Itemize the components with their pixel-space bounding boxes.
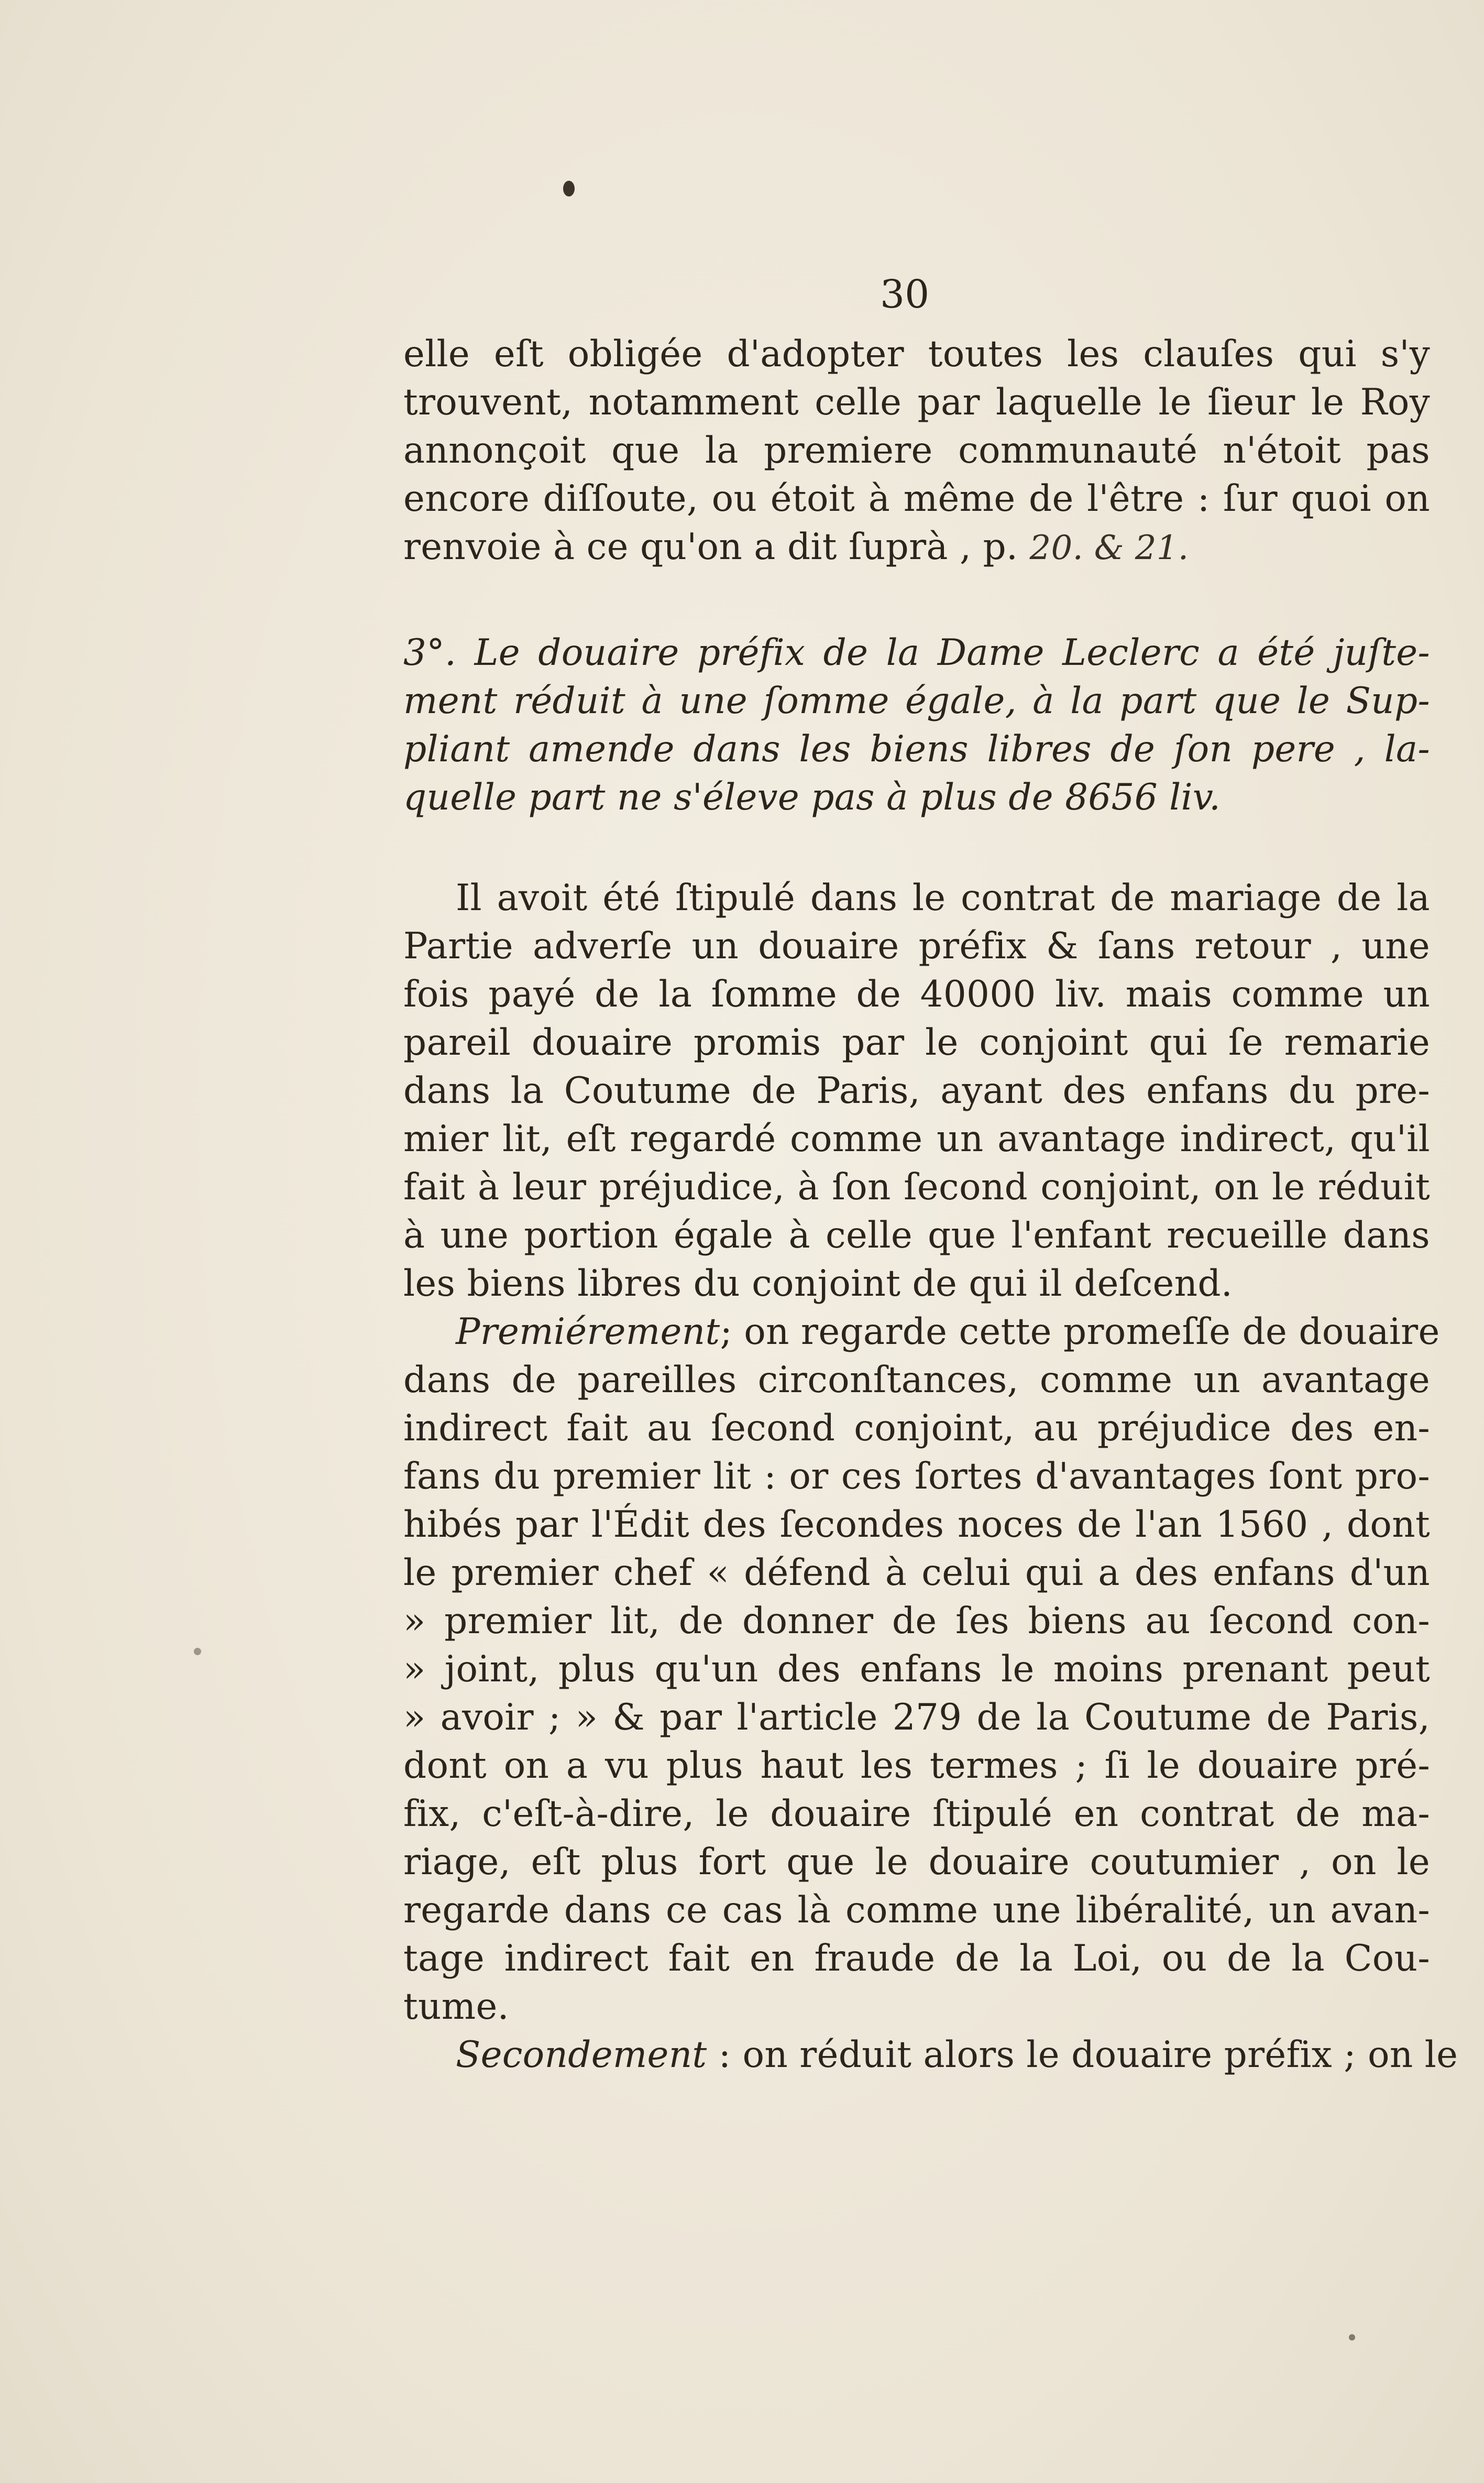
text-line: trouvent, notamment celle par laquelle le ſieur le Roy <box>403 381 1430 423</box>
text-line: à une portion égale à celle que l'enfant recueille dans <box>403 1215 1430 1256</box>
text-line: Partie adverſe un douaire préfix & ſans retour , une <box>403 925 1430 967</box>
text-line: Il avoit été ſtipulé dans le contrat de mariage de la <box>456 877 1430 919</box>
text-line <box>403 523 1430 571</box>
text-line: fois payé de la ſomme de 40000 liv. mais comme un <box>403 973 1430 1015</box>
section-heading-line: 3°. Le douaire préfix de la Dame Leclerc a été juſte- <box>403 632 1430 674</box>
paragraph-gap <box>403 571 1430 629</box>
text-line <box>403 2031 1458 2079</box>
text-line: fans du premier lit : or ces ſortes d'avantages ſont pro- <box>403 1456 1430 1497</box>
text-fragment: renvoie à ce qu'on a dit ſuprà , p. <box>403 526 1018 568</box>
paragraph-gap <box>403 822 1430 874</box>
text-line: fix, c'eſt-à-dire, le douaire ſtipulé en contrat de ma- <box>403 1793 1430 1835</box>
ink-speck <box>1349 2334 1355 2340</box>
text-line: dans de pareilles circonſtances, comme un avantage <box>403 1359 1430 1401</box>
text-line: encore diſſoute, ou étoit à même de l'être : ſur quoi on <box>403 478 1430 520</box>
ink-speck <box>563 181 575 196</box>
italic-lead-word: Premiérement <box>456 1311 720 1353</box>
text-line: riage, eſt plus fort que le douaire coutumier , on le <box>403 1841 1430 1883</box>
section-heading-line: ment réduit à une ſomme égale, à la part que le Sup- <box>403 680 1430 722</box>
text-line: indirect fait au ſecond conjoint, au préjudice des en- <box>403 1407 1430 1449</box>
text-line: fait à leur préjudice, à ſon ſecond conjoint, on le réduit <box>403 1166 1430 1208</box>
text-line: les biens libres du conjoint de qui il deſcend. <box>403 1263 1233 1305</box>
text-line: dans la Coutume de Paris, ayant des enfans du pre- <box>403 1070 1430 1112</box>
handwritten-page-reference: 20. & 21. <box>1029 529 1189 567</box>
text-line: » premier lit, de donner de ſes biens au ſecond con- <box>403 1600 1430 1642</box>
text-line: le premier chef « défend à celui qui a des enfans d'un <box>403 1552 1430 1594</box>
text-line: elle eſt obligée d'adopter toutes les clauſes qui s'y <box>403 333 1430 375</box>
text-line: » avoir ; » & par l'article 279 de la Coutume de Paris, <box>403 1697 1430 1738</box>
text-line: hibés par l'Édit des ſecondes noces de l'an 1560 , dont <box>403 1504 1430 1546</box>
text-line: annonçoit que la premiere communauté n'étoit pas <box>403 430 1430 472</box>
ink-speck <box>194 1648 201 1655</box>
text-line: mier lit, eſt regardé comme un avantage indirect, qu'il <box>403 1118 1430 1160</box>
section-heading-line: quelle part ne s'éleve pas à plus de 8656 liv. <box>403 776 1221 818</box>
text-line: dont on a vu plus haut les termes ; ſi le douaire pré- <box>403 1745 1430 1787</box>
text-line <box>403 1308 1440 1356</box>
italic-lead-word: Secondement <box>456 2034 707 2076</box>
text-line: tume. <box>403 1986 509 2028</box>
text-line: » joint, plus qu'un des enfans le moins prenant peut <box>403 1648 1430 1690</box>
text-line: tage indirect fait en fraude de la Loi, ou de la Cou- <box>403 1938 1430 1979</box>
text-fragment: ; on regarde cette promeſſe de douaire <box>720 1311 1440 1353</box>
page-number: 30 <box>880 272 930 317</box>
text-fragment: : on réduit alors le douaire préfix ; on le <box>707 2034 1458 2076</box>
text-line: pareil douaire promis par le conjoint qui ſe remarie <box>403 1022 1430 1064</box>
body-text <box>403 330 1458 2079</box>
section-heading-line: pliant amende dans les biens libres de ſon pere , la- <box>403 728 1430 770</box>
text-line: regarde dans ce cas là comme une libéralité, un avan- <box>403 1889 1430 1931</box>
